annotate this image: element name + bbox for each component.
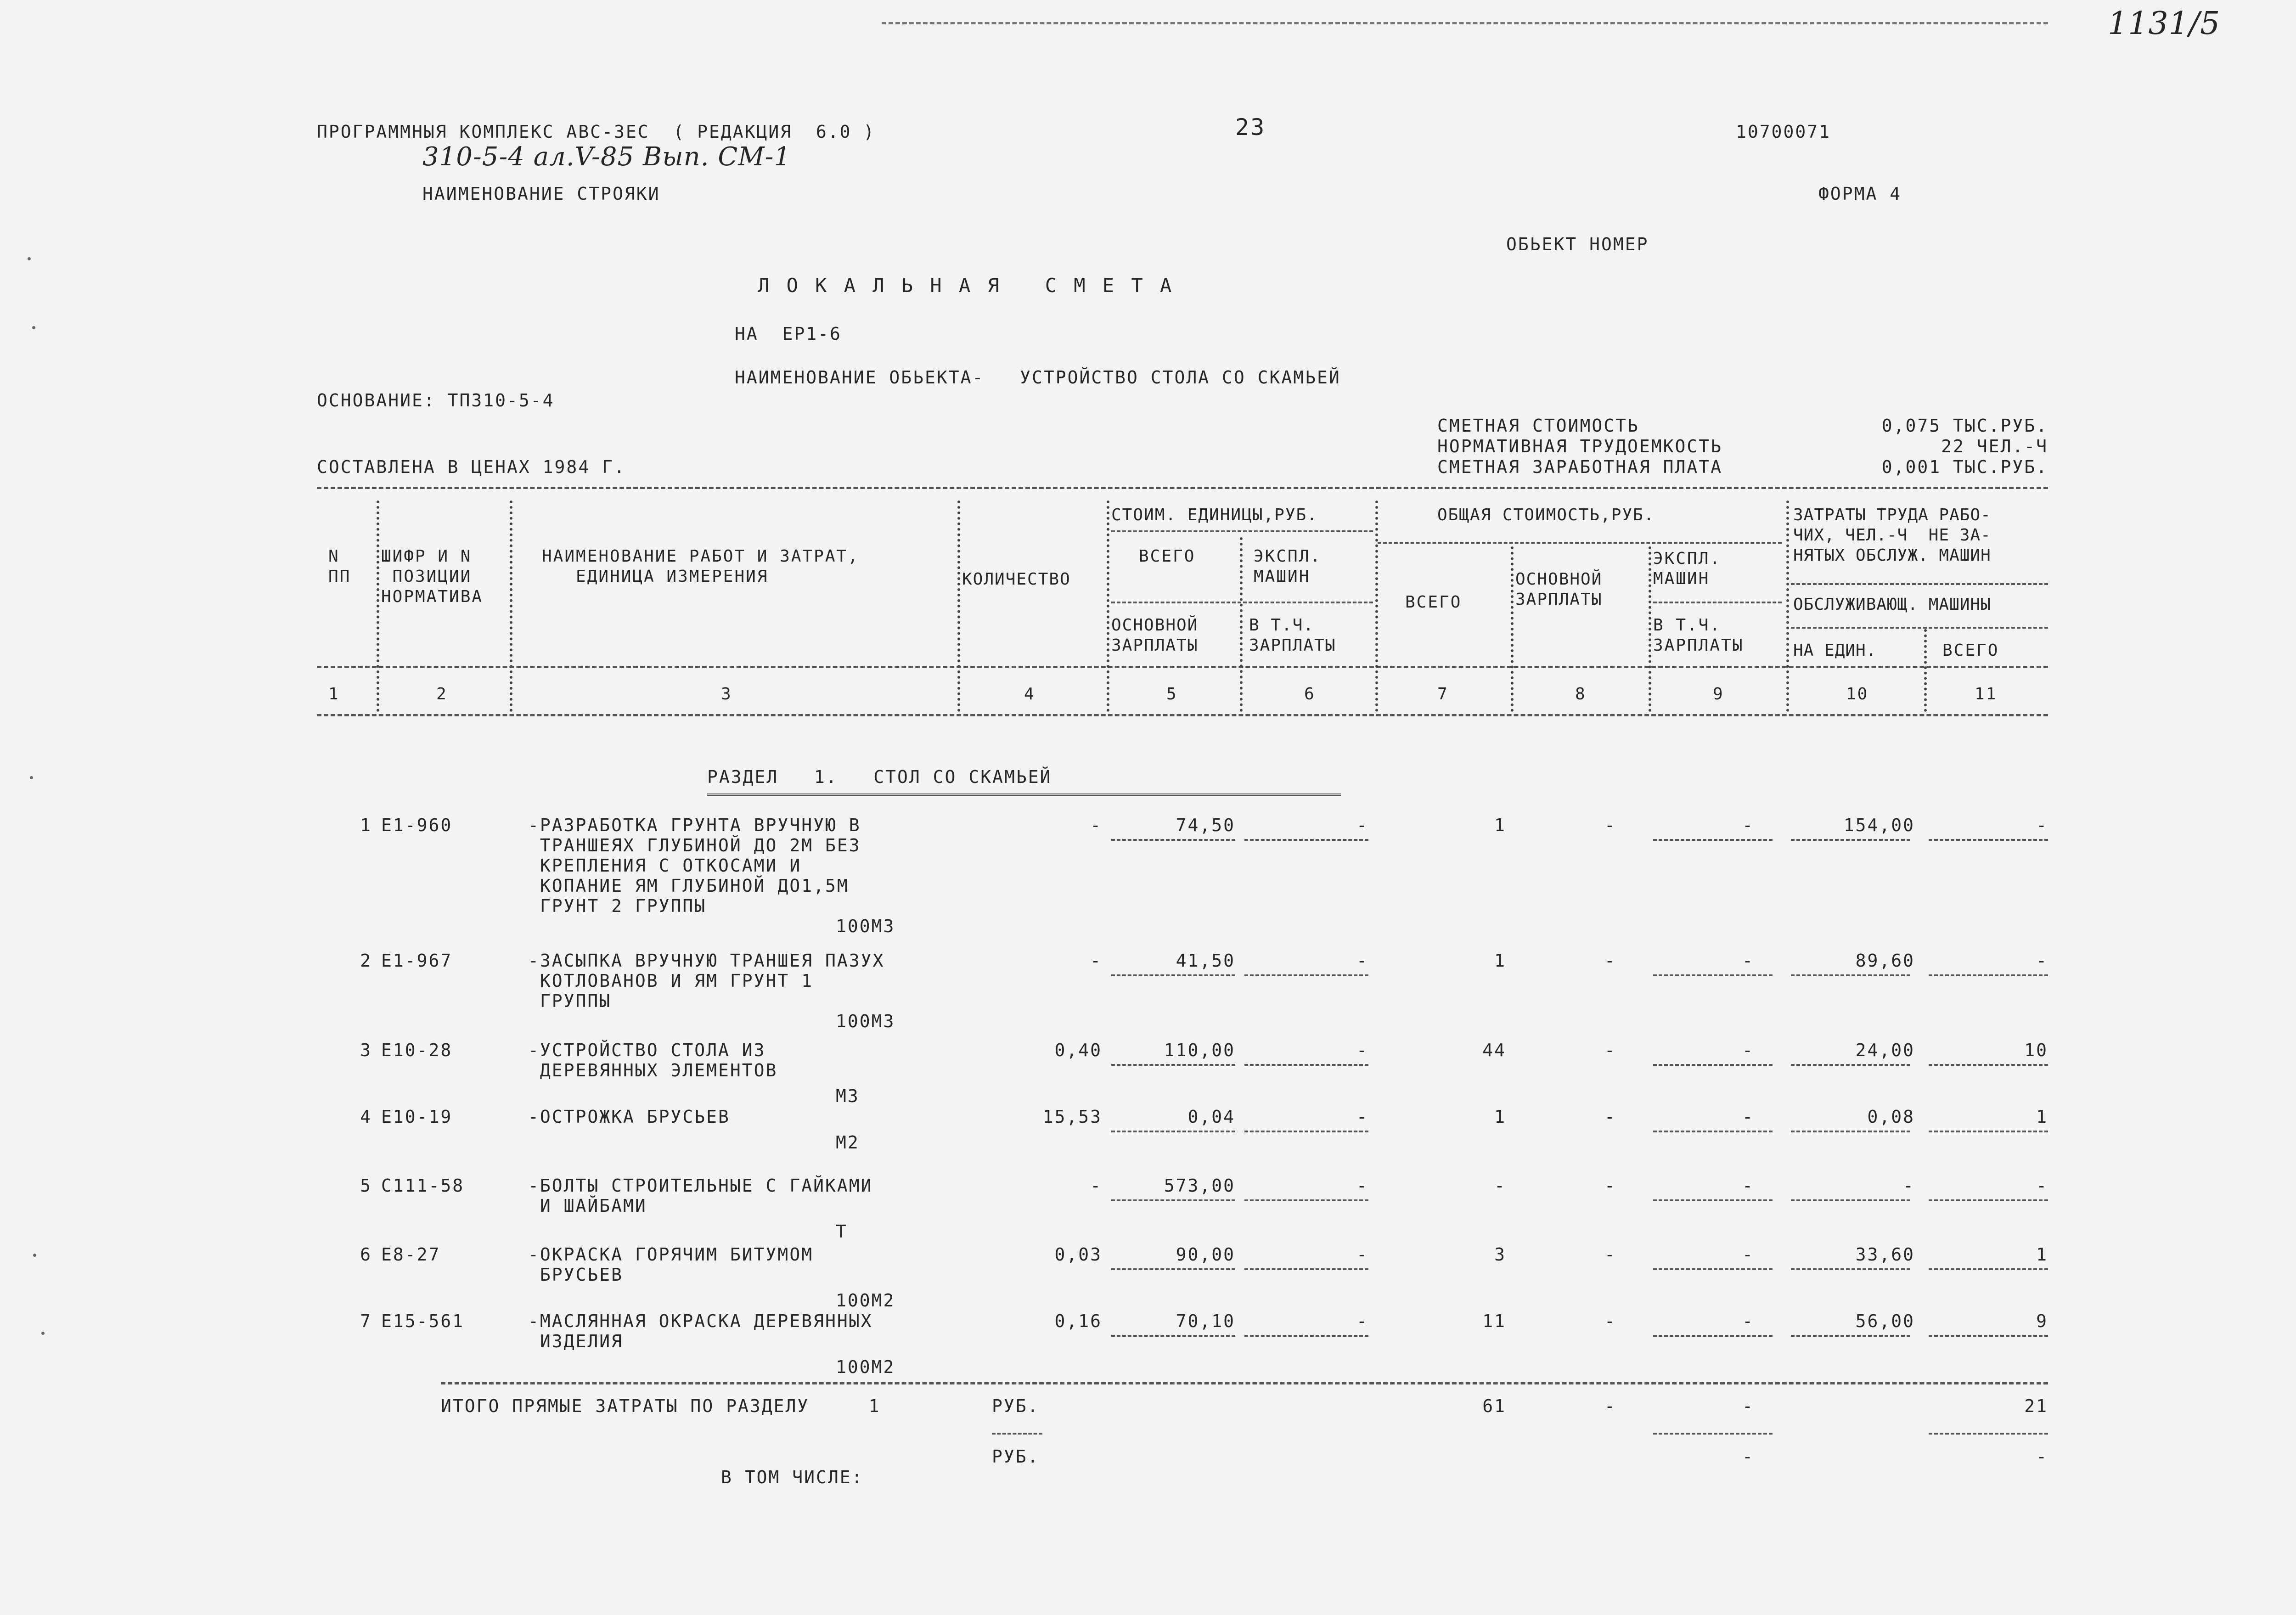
column-number: 3 [721,685,732,703]
row-labor-total: - [2036,815,2048,835]
row-unit-total: 90,00 [1176,1244,1235,1265]
totals-rule [441,1382,2048,1384]
column-number: 6 [1304,685,1316,703]
row-divider [1244,1064,1368,1066]
row-name: -РАЗРАБОТКА ГРУНТА ВРУЧНУЮ В ТРАНШЕЯХ ГЛУБИНОЙ ДО 2М БЕЗ КРЕПЛЕНИЯ С ОТКОСАМИ И КОПАНИЕ ЯМ ГЛУБИНОЙ ДО1,5М ГРУНТ 2 ГРУППЫ [528,815,861,916]
summary-label: СМЕТНАЯ СТОИМОСТЬ [1437,416,1639,436]
row-divider [1244,1335,1368,1337]
page-number: 23 [1235,114,1266,141]
row-total-machines: - [1742,1311,1754,1331]
row-divider [1791,1268,1910,1270]
column-separator [1107,501,1109,712]
totals-c9b: - [1742,1446,1754,1467]
row-labor-unit: 154,00 [1843,815,1915,835]
row-divider [1791,1064,1910,1066]
header-name: НАИМЕНОВАНИЕ РАБОТ И ЗАТРАТ, ЕДИНИЦА ИЗМЕРЕНИЯ [542,547,859,586]
row-number: 4 [360,1107,372,1127]
row-total: 1 [1494,1107,1506,1127]
row-divider [1653,974,1773,976]
header-unit-base: ОСНОВНОЙ ЗАРПЛАТЫ [1111,616,1199,655]
row-total-base: - [1604,951,1616,971]
row-unit: 100М2 [836,1290,895,1311]
summary-value: 0,075 ТЫС.РУБ. [1881,416,2048,436]
column-number: 9 [1713,685,1724,703]
row-divider [1791,1335,1910,1337]
row-number: 3 [360,1040,372,1060]
section-title: РАЗДЕЛ 1. СТОЛ СО СКАМЬЕЙ [707,767,1052,787]
row-divider [1111,1268,1235,1270]
row-labor-total: - [2036,1176,2048,1196]
header-total-all: ВСЕГО [1405,593,1462,612]
row-total: 11 [1482,1311,1506,1331]
summary-label: НОРМАТИВНАЯ ТРУДОЕМКОСТЬ [1437,436,1723,456]
header-inner-rule [1653,602,1782,603]
row-name: -ОСТРОЖКА БРУСЬЕВ [528,1107,730,1127]
row-divider [1244,1131,1368,1132]
row-divider [1929,1064,2048,1066]
prices-line: СОСТАВЛЕНА В ЦЕНАХ 1984 Г. [317,457,626,477]
row-number: 2 [360,951,372,971]
row-divider [1111,974,1235,976]
row-quantity: - [1090,815,1102,835]
row-total-machines: - [1742,951,1754,971]
totals-c7: 61 [1482,1396,1506,1416]
header-labor-mach: ОБСЛУЖИВАЮЩ. МАШИНЫ [1793,595,1991,614]
row-number: 1 [360,815,372,835]
column-number: 1 [328,685,340,703]
column-separator [1786,501,1789,712]
row-unit-machines: - [1356,815,1368,835]
totals-c11b: - [2036,1446,2048,1467]
row-unit: М2 [836,1132,860,1153]
object-number: ОБЬЕКТ НОМЕР [1506,234,1649,254]
totals-c8: - [1604,1396,1616,1416]
summary-label: СМЕТНАЯ ЗАРАБОТНАЯ ПЛАТА [1437,457,1723,477]
row-labor-total: 9 [2036,1311,2048,1331]
totals-inner-rule [1653,1433,1773,1435]
construction-name: НАИМЕНОВАНИЕ СТРОЯКИ [422,184,660,204]
row-total: 1 [1494,951,1506,971]
row-total: 1 [1494,815,1506,835]
column-number: 5 [1166,685,1178,703]
row-total: - [1494,1176,1506,1196]
row-labor-unit: 56,00 [1855,1311,1915,1331]
row-unit-total: 70,10 [1176,1311,1235,1331]
row-unit-total: 41,50 [1176,951,1235,971]
header-unit-incl: В Т.Ч. ЗАРПЛАТЫ [1249,616,1336,655]
header-inner-rule [1791,583,2048,585]
header-total-mach: ЭКСПЛ. МАШИН [1653,549,1722,588]
handwritten-sheet-number: 1131/5 [2108,6,2221,42]
column-number: 2 [436,685,448,703]
row-quantity: 0,40 [1054,1040,1102,1060]
row-total-machines: - [1742,1244,1754,1265]
row-divider [1929,1268,2048,1270]
column-separator [510,501,512,712]
row-unit-machines: - [1356,1311,1368,1331]
table-top-rule [317,487,2048,489]
row-quantity: 0,16 [1054,1311,1102,1331]
basis: ОСНОВАНИЕ: ТП310-5-4 [317,390,555,411]
header-inner-rule [1791,627,2048,629]
header-n: N ПП [328,547,351,586]
row-labor-unit: 33,60 [1855,1244,1915,1265]
row-name: -МАСЛЯННАЯ ОКРАСКА ДЕРЕВЯННЫХ ИЗДЕЛИЯ [528,1311,873,1351]
document-code: 10700071 [1736,122,1831,142]
header-unit-cost: СТОИМ. ЕДИНИЦЫ,РУБ. [1111,506,1318,524]
header-inner-rule [1111,602,1373,603]
row-divider [1929,1131,2048,1132]
row-divider [1791,839,1910,841]
row-name: -ОКРАСКА ГОРЯЧИМ БИТУМОМ БРУСЬЕВ [528,1244,814,1285]
row-unit-total: 573,00 [1164,1176,1235,1196]
row-divider [1791,974,1910,976]
header-labor: ЗАТРАТЫ ТРУДА РАБО- ЧИХ, ЧЕЛ.-Ч НЕ ЗА- НЯТЫХ ОБСЛУЖ. МАШИН [1793,506,1991,565]
header-total-base: ОСНОВНОЙ ЗАРПЛАТЫ [1515,570,1603,609]
row-divider [1111,1199,1235,1201]
row-code: Е1-967 [381,951,453,971]
column-separator [957,501,960,712]
header-labor-unit: НА ЕДИН. [1793,641,1877,660]
row-divider [1111,1131,1235,1132]
row-divider [1653,1335,1773,1337]
row-unit-total: 110,00 [1164,1040,1235,1060]
summary-value: 22 ЧЕЛ.-Ч [1941,436,2048,456]
row-divider [1653,1268,1773,1270]
row-total-machines: - [1742,1040,1754,1060]
row-code: Е8-27 [381,1244,441,1265]
scan-speck [30,776,33,779]
totals-inner-rule [992,1433,1042,1435]
row-total-base: - [1604,1311,1616,1331]
row-name: -УСТРОЙСТВО СТОЛА ИЗ ДЕРЕВЯННЫХ ЭЛЕМЕНТОВ [528,1040,778,1080]
header-code: ШИФР И N ПОЗИЦИИ НОРМАТИВА [381,547,484,606]
row-unit: Т [836,1221,848,1242]
row-divider [1653,1199,1773,1201]
row-divider [1791,1199,1910,1201]
document-title: Л О К А Л Ь Н А Я С М Е Т А [758,274,1175,297]
totals-currency-2: РУБ. [992,1446,1040,1467]
row-total-base: - [1604,1107,1616,1127]
row-labor-total: 10 [2024,1040,2048,1060]
row-divider [1653,1064,1773,1066]
row-code: Е10-19 [381,1107,453,1127]
row-unit-machines: - [1356,1244,1368,1265]
on-label: НА ЕР1-6 [735,324,842,344]
row-unit: 100М3 [836,916,895,936]
row-total-machines: - [1742,815,1754,835]
row-name: -БОЛТЫ СТРОИТЕЛЬНЫЕ С ГАЙКАМИ И ШАЙБАМИ [528,1176,873,1216]
row-divider [1791,1131,1910,1132]
row-number: 6 [360,1244,372,1265]
row-labor-total: 1 [2036,1107,2048,1127]
totals-c11: 21 [2024,1396,2048,1416]
column-number: 11 [1975,685,1998,703]
row-divider [1653,839,1773,841]
scan-speck [41,1332,45,1335]
row-divider [1929,839,2048,841]
top-dashed-line [882,22,2048,24]
column-number: 10 [1846,685,1869,703]
row-code: С111-58 [381,1176,465,1196]
row-name: -ЗАСЫПКА ВРУЧНУЮ ТРАНШЕЯ ПАЗУХ КОТЛОВАНОВ И ЯМ ГРУНТ 1 ГРУППЫ [528,951,885,1011]
header-unit-mach: ЭКСПЛ. МАШИН [1254,547,1322,586]
row-divider [1244,1268,1368,1270]
row-unit-machines: - [1356,1176,1368,1196]
row-code: Е15-561 [381,1311,465,1331]
including-label: В ТОМ ЧИСЛЕ: [721,1467,864,1487]
row-labor-unit: - [1903,1176,1915,1196]
column-separator [1924,629,1927,712]
row-divider [1111,1064,1235,1066]
row-divider [1111,1335,1235,1337]
row-divider [1244,839,1368,841]
header-inner-rule [1378,542,1782,544]
row-quantity: - [1090,1176,1102,1196]
handwritten-code: 310-5-4 ал.V-85 Вып. СМ-1 [422,142,791,172]
row-divider [1929,1199,2048,1201]
section-underline [707,793,1341,796]
scan-speck [32,326,35,329]
row-divider [1111,839,1235,841]
row-labor-unit: 0,08 [1867,1107,1915,1127]
header-qty: КОЛИЧЕСТВО [962,570,1071,589]
row-number: 5 [360,1176,372,1196]
column-separator [1240,537,1243,712]
row-unit-machines: - [1356,1107,1368,1127]
row-total: 44 [1482,1040,1506,1060]
row-total-base: - [1604,1176,1616,1196]
summary-value: 0,001 ТЫС.РУБ. [1881,457,2048,477]
program-line: ПРОГРАММНЫЯ КОМПЛЕКС АВС-ЗЕС ( РЕДАКЦИЯ 6.0 ) [317,122,876,142]
row-total-machines: - [1742,1107,1754,1127]
column-number: 4 [1024,685,1035,703]
header-labor-total: ВСЕГО [1942,641,1999,660]
row-divider [1929,1335,2048,1337]
totals-label: ИТОГО ПРЯМЫЕ ЗАТРАТЫ ПО РАЗДЕЛУ 1 [441,1396,881,1416]
column-separator [1375,501,1378,712]
totals-inner-rule [1929,1433,2048,1435]
row-number: 7 [360,1311,372,1331]
header-total-cost: ОБЩАЯ СТОИМОСТЬ,РУБ. [1437,506,1655,524]
totals-c9: - [1742,1396,1754,1416]
row-unit: 100М2 [836,1357,895,1377]
row-total-base: - [1604,1040,1616,1060]
row-unit-total: 0,04 [1187,1107,1235,1127]
row-divider [1929,974,2048,976]
colnum-bottom-rule [317,714,2048,716]
column-separator [377,501,379,712]
column-separator [1511,546,1514,712]
column-number: 8 [1575,685,1587,703]
object-name: НАИМЕНОВАНИЕ ОБЬЕКТА- УСТРОЙСТВО СТОЛА СО СКАМЬЕЙ [735,367,1341,388]
header-total-incl: В Т.Ч. ЗАРПЛАТЫ [1653,616,1744,655]
row-unit-total: 74,50 [1176,815,1235,835]
row-divider [1244,1199,1368,1201]
column-separator [1649,546,1651,712]
scan-speck [33,1254,36,1257]
form-label: ФОРМА 4 [1818,184,1902,204]
row-unit: 100М3 [836,1011,895,1031]
row-total-base: - [1604,1244,1616,1265]
scan-speck [28,257,31,260]
row-quantity: - [1090,951,1102,971]
row-quantity: 0,03 [1054,1244,1102,1265]
header-unit-total: ВСЕГО [1139,547,1196,566]
row-unit-machines: - [1356,951,1368,971]
row-code: Е1-960 [381,815,453,835]
row-total-base: - [1604,815,1616,835]
totals-currency: РУБ. [992,1396,1040,1416]
row-unit-machines: - [1356,1040,1368,1060]
row-unit: М3 [836,1086,860,1106]
row-labor-unit: 24,00 [1855,1040,1915,1060]
row-labor-total: - [2036,951,2048,971]
row-divider [1653,1131,1773,1132]
row-total-machines: - [1742,1176,1754,1196]
column-number: 7 [1437,685,1449,703]
header-inner-rule [1111,530,1373,532]
row-code: Е10-28 [381,1040,453,1060]
row-labor-total: 1 [2036,1244,2048,1265]
row-total: 3 [1494,1244,1506,1265]
row-divider [1244,974,1368,976]
row-labor-unit: 89,60 [1855,951,1915,971]
row-quantity: 15,53 [1042,1107,1102,1127]
